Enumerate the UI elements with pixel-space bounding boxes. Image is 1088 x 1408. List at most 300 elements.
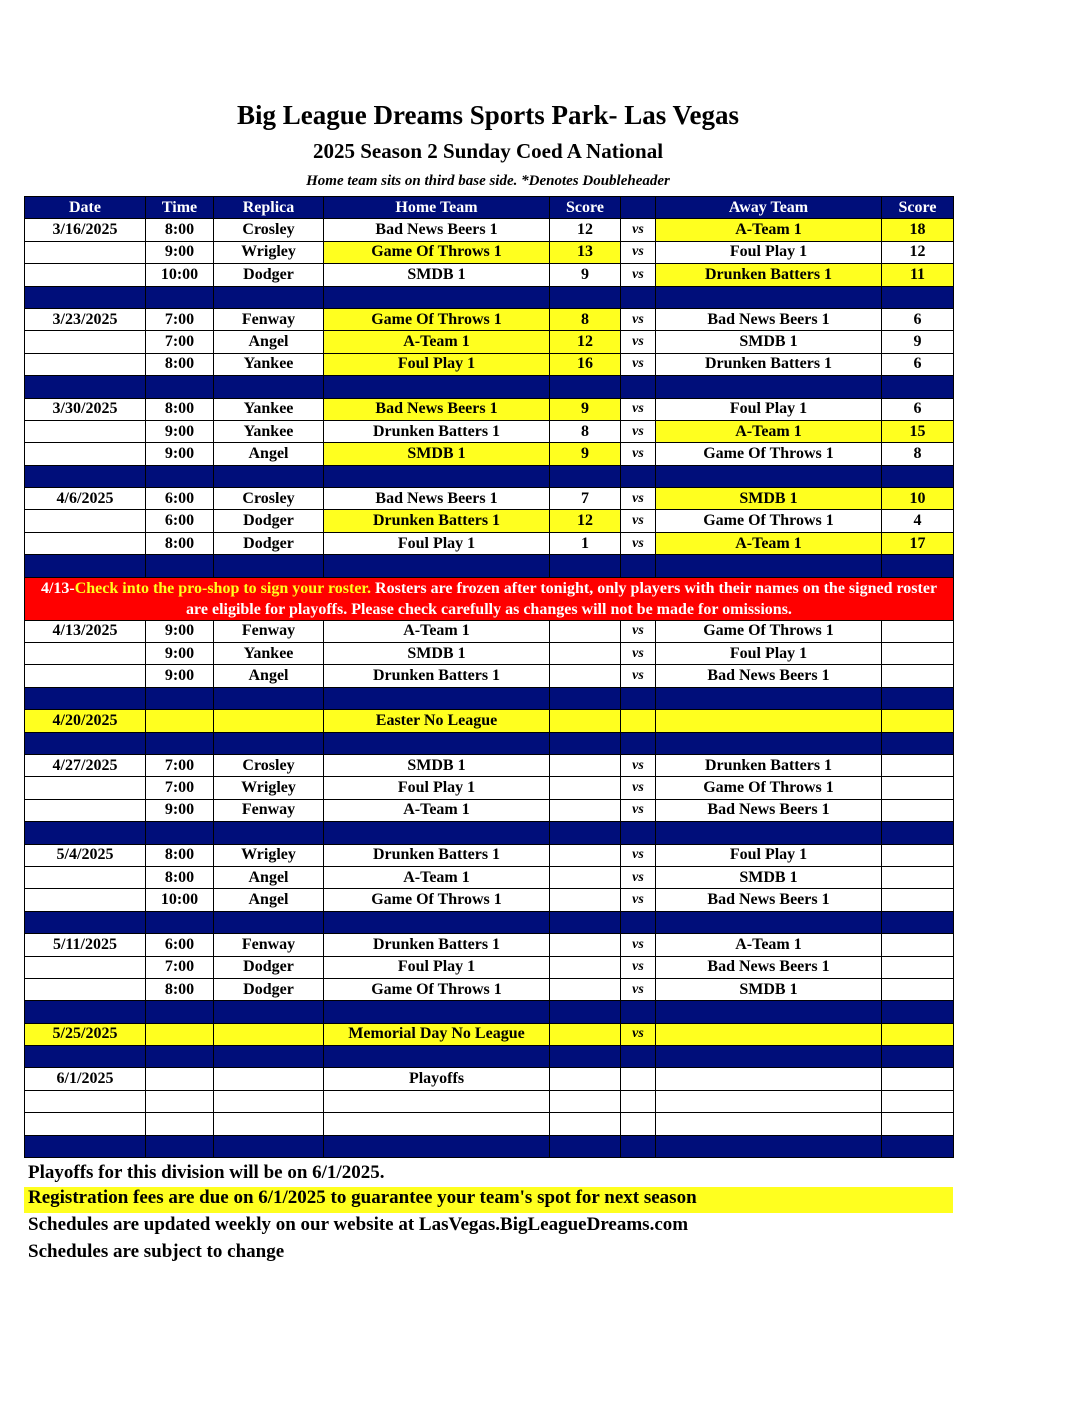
separator-cell: [25, 822, 146, 844]
cell-date: [25, 1113, 146, 1135]
cell-date: [25, 777, 146, 799]
cell-replica: Yankee: [214, 420, 324, 442]
cell-away-team: Foul Play 1: [656, 844, 882, 866]
cell-vs: vs: [621, 866, 656, 888]
cell-home-team: Bad News Beers 1: [324, 398, 550, 420]
cell-home-score: [550, 889, 621, 911]
separator-cell: [146, 911, 214, 933]
game-row: [25, 1113, 954, 1135]
cell-time: 8:00: [146, 353, 214, 375]
cell-date: [25, 331, 146, 353]
cell-time: 9:00: [146, 241, 214, 263]
cell-date: [25, 420, 146, 442]
cell-replica: Fenway: [214, 308, 324, 330]
cell-vs: vs: [621, 308, 656, 330]
cell-vs: vs: [621, 241, 656, 263]
separator-cell: [214, 687, 324, 709]
cell-date: [25, 443, 146, 465]
game-row: [25, 620, 954, 642]
separator-cell: [146, 555, 214, 577]
cell-home-score: 9: [550, 398, 621, 420]
cell-home-team: SMDB 1: [324, 443, 550, 465]
cell-vs: vs: [621, 934, 656, 956]
separator-cell: [621, 732, 656, 754]
notice-text: Rosters are frozen after tonight, only players with their names on the signed roster are eligible for playoffs. Please check carefully as changes will not be made for omissions.: [186, 579, 938, 618]
cell-date: [25, 889, 146, 911]
cell-time: 8:00: [146, 844, 214, 866]
separator-cell: [324, 1001, 550, 1023]
separator-cell: [882, 822, 954, 844]
game-row: [25, 219, 954, 241]
cell-home-team: Playoffs: [324, 1068, 550, 1090]
col-header-home-team: Home Team: [324, 197, 550, 219]
separator-cell: [214, 911, 324, 933]
cell-home-score: [550, 866, 621, 888]
separator-cell: [621, 555, 656, 577]
cell-home-score: 12: [550, 331, 621, 353]
separator-cell: [550, 732, 621, 754]
cell-vs: vs: [621, 777, 656, 799]
cell-home-team: Foul Play 1: [324, 956, 550, 978]
separator-row: [25, 911, 954, 933]
cell-away-score: 17: [882, 532, 954, 554]
cell-away-score: [882, 665, 954, 687]
separator-row: [25, 822, 954, 844]
game-row: [25, 799, 954, 821]
cell-time: 7:00: [146, 308, 214, 330]
separator-cell: [324, 822, 550, 844]
cell-vs: vs: [621, 844, 656, 866]
cell-time: [146, 1113, 214, 1135]
game-row: [25, 488, 954, 510]
cell-replica: Angel: [214, 889, 324, 911]
separator-cell: [324, 555, 550, 577]
cell-date: [25, 353, 146, 375]
cell-time: 6:00: [146, 510, 214, 532]
cell-home-team: SMDB 1: [324, 643, 550, 665]
cell-home-score: [550, 665, 621, 687]
cell-replica: Dodger: [214, 532, 324, 554]
col-header-away-team: Away Team: [656, 197, 882, 219]
separator-cell: [550, 376, 621, 398]
separator-cell: [25, 1046, 146, 1068]
cell-vs: vs: [621, 488, 656, 510]
separator-cell: [656, 911, 882, 933]
col-header-away-score: Score: [882, 197, 954, 219]
cell-home-score: 12: [550, 219, 621, 241]
cell-away-team: SMDB 1: [656, 488, 882, 510]
separator-cell: [882, 465, 954, 487]
cell-replica: Angel: [214, 866, 324, 888]
cell-home-score: 12: [550, 510, 621, 532]
cell-away-team: SMDB 1: [656, 978, 882, 1000]
separator-row: [25, 687, 954, 709]
separator-cell: [214, 1001, 324, 1023]
cell-away-team: [656, 1113, 882, 1135]
cell-vs: vs: [621, 754, 656, 776]
cell-replica: Angel: [214, 331, 324, 353]
cell-home-team: Bad News Beers 1: [324, 219, 550, 241]
separator-cell: [214, 732, 324, 754]
cell-away-team: A-Team 1: [656, 420, 882, 442]
cell-away-team: [656, 710, 882, 732]
cell-date: [25, 264, 146, 286]
cell-date: [25, 532, 146, 554]
cell-vs: vs: [621, 219, 656, 241]
col-header-date: Date: [25, 197, 146, 219]
cell-vs: vs: [621, 331, 656, 353]
game-row: [25, 264, 954, 286]
col-header-home-score: Score: [550, 197, 621, 219]
cell-replica: [214, 710, 324, 732]
separator-cell: [882, 555, 954, 577]
cell-home-score: 13: [550, 241, 621, 263]
cell-time: 9:00: [146, 665, 214, 687]
cell-away-team: Drunken Batters 1: [656, 264, 882, 286]
cell-home-team: Game Of Throws 1: [324, 241, 550, 263]
separator-cell: [214, 555, 324, 577]
cell-home-score: [550, 934, 621, 956]
game-row: [25, 754, 954, 776]
cell-date: 5/11/2025: [25, 934, 146, 956]
cell-home-score: [550, 956, 621, 978]
playoffs-note: Playoffs for this division will be on 6/1/2025.: [28, 1162, 385, 1183]
cell-away-team: Bad News Beers 1: [656, 665, 882, 687]
cell-replica: Dodger: [214, 956, 324, 978]
cell-away-score: 11: [882, 264, 954, 286]
cell-replica: [214, 1068, 324, 1090]
cell-date: [25, 978, 146, 1000]
cell-time: 9:00: [146, 420, 214, 442]
separator-cell: [25, 732, 146, 754]
separator-cell: [882, 911, 954, 933]
cell-away-team: Game Of Throws 1: [656, 620, 882, 642]
cell-home-team: Game Of Throws 1: [324, 308, 550, 330]
cell-away-team: [656, 1023, 882, 1045]
cell-replica: Dodger: [214, 510, 324, 532]
cell-date: 4/13/2025: [25, 620, 146, 642]
roster-notice: [25, 577, 954, 620]
cell-vs: [621, 710, 656, 732]
separator-cell: [882, 687, 954, 709]
cell-replica: Fenway: [214, 934, 324, 956]
cell-date: 4/27/2025: [25, 754, 146, 776]
cell-date: [25, 510, 146, 532]
cell-time: 8:00: [146, 866, 214, 888]
cell-away-team: [656, 1068, 882, 1090]
separator-cell: [621, 286, 656, 308]
cell-home-score: 9: [550, 443, 621, 465]
cell-vs: vs: [621, 665, 656, 687]
col-header-time: Time: [146, 197, 214, 219]
separator-cell: [550, 1046, 621, 1068]
cell-replica: Fenway: [214, 620, 324, 642]
cell-replica: [214, 1113, 324, 1135]
cell-vs: vs: [621, 443, 656, 465]
cell-replica: [214, 1023, 324, 1045]
separator-cell: [550, 687, 621, 709]
cell-replica: Dodger: [214, 264, 324, 286]
page-title: Big League Dreams Sports Park- Las Vegas: [236, 100, 740, 130]
cell-away-team: A-Team 1: [656, 934, 882, 956]
cell-away-team: Game Of Throws 1: [656, 443, 882, 465]
separator-cell: [621, 465, 656, 487]
separator-cell: [25, 1135, 146, 1157]
cell-replica: Yankee: [214, 398, 324, 420]
cell-vs: [621, 1113, 656, 1135]
cell-date: 3/30/2025: [25, 398, 146, 420]
cell-home-score: [550, 643, 621, 665]
cell-away-team: SMDB 1: [656, 866, 882, 888]
separator-cell: [621, 911, 656, 933]
cell-away-score: [882, 620, 954, 642]
cell-replica: Wrigley: [214, 777, 324, 799]
cell-away-team: Foul Play 1: [656, 241, 882, 263]
separator-cell: [25, 555, 146, 577]
separator-cell: [550, 286, 621, 308]
no-league-row: [25, 710, 954, 732]
cell-home-team: Drunken Batters 1: [324, 665, 550, 687]
cell-vs: vs: [621, 956, 656, 978]
separator-cell: [882, 732, 954, 754]
cell-vs: vs: [621, 978, 656, 1000]
cell-away-score: [882, 799, 954, 821]
cell-date: 6/1/2025: [25, 1068, 146, 1090]
cell-time: [146, 1023, 214, 1045]
cell-vs: vs: [621, 532, 656, 554]
cell-date: [25, 665, 146, 687]
cell-time: 7:00: [146, 956, 214, 978]
separator-cell: [656, 1135, 882, 1157]
cell-vs: vs: [621, 264, 656, 286]
roster-notice-row: [25, 577, 954, 620]
game-row: [25, 934, 954, 956]
cell-time: 6:00: [146, 488, 214, 510]
cell-away-score: [882, 1090, 954, 1112]
cell-away-score: [882, 777, 954, 799]
col-header-vs: [621, 197, 656, 219]
cell-away-team: Game Of Throws 1: [656, 777, 882, 799]
cell-home-score: 7: [550, 488, 621, 510]
cell-away-score: 10: [882, 488, 954, 510]
cell-time: 8:00: [146, 398, 214, 420]
separator-cell: [550, 1135, 621, 1157]
separator-cell: [882, 1046, 954, 1068]
separator-cell: [214, 1135, 324, 1157]
cell-home-team: A-Team 1: [324, 331, 550, 353]
cell-home-score: 9: [550, 264, 621, 286]
separator-cell: [324, 687, 550, 709]
cell-time: 9:00: [146, 643, 214, 665]
cell-vs: vs: [621, 1023, 656, 1045]
cell-time: [146, 710, 214, 732]
separator-cell: [550, 1001, 621, 1023]
separator-cell: [214, 1046, 324, 1068]
game-row: [25, 978, 954, 1000]
game-row: [25, 353, 954, 375]
cell-date: [25, 1090, 146, 1112]
cell-replica: Yankee: [214, 353, 324, 375]
cell-home-score: [550, 710, 621, 732]
game-row: [25, 844, 954, 866]
cell-home-team: Foul Play 1: [324, 777, 550, 799]
separator-cell: [324, 465, 550, 487]
cell-date: [25, 956, 146, 978]
cell-replica: Crosley: [214, 488, 324, 510]
cell-away-score: [882, 754, 954, 776]
cell-home-team: Easter No League: [324, 710, 550, 732]
schedule-table: [24, 196, 954, 1158]
separator-cell: [550, 822, 621, 844]
game-row: [25, 308, 954, 330]
cell-away-score: [882, 710, 954, 732]
separator-cell: [146, 732, 214, 754]
separator-cell: [324, 286, 550, 308]
separator-cell: [882, 286, 954, 308]
cell-home-score: [550, 1068, 621, 1090]
cell-away-team: [656, 1090, 882, 1112]
cell-date: [25, 241, 146, 263]
cell-home-team: Foul Play 1: [324, 353, 550, 375]
separator-cell: [550, 911, 621, 933]
cell-replica: Angel: [214, 665, 324, 687]
separator-cell: [621, 822, 656, 844]
cell-time: 7:00: [146, 754, 214, 776]
cell-date: 4/20/2025: [25, 710, 146, 732]
separator-row: [25, 1001, 954, 1023]
cell-home-team: Drunken Batters 1: [324, 420, 550, 442]
page-subtitle: 2025 Season 2 Sunday Coed A National: [312, 139, 664, 163]
cell-away-team: Bad News Beers 1: [656, 889, 882, 911]
game-row: [25, 1068, 954, 1090]
cell-away-score: [882, 1113, 954, 1135]
cell-away-score: [882, 1068, 954, 1090]
website-note: Schedules are updated weekly on our website at LasVegas.BigLeagueDreams.com: [28, 1214, 689, 1235]
no-league-row: [25, 1023, 954, 1045]
change-note: Schedules are subject to change: [28, 1241, 285, 1262]
cell-replica: Dodger: [214, 978, 324, 1000]
col-header-replica: Replica: [214, 197, 324, 219]
cell-away-score: [882, 934, 954, 956]
cell-away-score: 6: [882, 398, 954, 420]
cell-date: 3/16/2025: [25, 219, 146, 241]
cell-away-team: Foul Play 1: [656, 398, 882, 420]
separator-cell: [621, 1001, 656, 1023]
cell-away-score: [882, 844, 954, 866]
separator-cell: [214, 822, 324, 844]
separator-cell: [146, 687, 214, 709]
registration-note: Registration fees are due on 6/1/2025 to guarantee your team's spot for next season: [24, 1187, 953, 1213]
cell-away-score: 4: [882, 510, 954, 532]
cell-away-score: 6: [882, 308, 954, 330]
cell-vs: [621, 1090, 656, 1112]
game-row: [25, 420, 954, 442]
separator-cell: [146, 822, 214, 844]
cell-home-score: [550, 754, 621, 776]
separator-cell: [146, 1046, 214, 1068]
game-row: [25, 532, 954, 554]
separator-cell: [621, 687, 656, 709]
cell-time: 9:00: [146, 620, 214, 642]
separator-cell: [656, 822, 882, 844]
cell-home-score: [550, 799, 621, 821]
separator-cell: [25, 911, 146, 933]
separator-row: [25, 555, 954, 577]
game-row: [25, 241, 954, 263]
cell-home-team: Game Of Throws 1: [324, 978, 550, 1000]
separator-cell: [324, 1135, 550, 1157]
separator-cell: [25, 286, 146, 308]
cell-away-team: Bad News Beers 1: [656, 308, 882, 330]
table-header-row: [25, 197, 954, 219]
cell-vs: vs: [621, 398, 656, 420]
game-row: [25, 777, 954, 799]
separator-cell: [214, 286, 324, 308]
separator-row: [25, 286, 954, 308]
cell-time: 10:00: [146, 889, 214, 911]
cell-home-team: A-Team 1: [324, 620, 550, 642]
separator-cell: [324, 376, 550, 398]
separator-cell: [25, 465, 146, 487]
cell-time: 10:00: [146, 264, 214, 286]
cell-home-team: Memorial Day No League: [324, 1023, 550, 1045]
cell-home-team: Game Of Throws 1: [324, 889, 550, 911]
separator-cell: [146, 376, 214, 398]
cell-home-score: 16: [550, 353, 621, 375]
cell-home-team: A-Team 1: [324, 799, 550, 821]
schedule-note: Home team sits on third base side. *Denotes Doubleheader: [306, 173, 670, 189]
separator-cell: [656, 1046, 882, 1068]
cell-home-score: [550, 1090, 621, 1112]
cell-date: [25, 643, 146, 665]
separator-cell: [324, 732, 550, 754]
separator-cell: [656, 732, 882, 754]
cell-home-team: Foul Play 1: [324, 532, 550, 554]
separator-cell: [550, 555, 621, 577]
cell-away-team: Bad News Beers 1: [656, 799, 882, 821]
separator-cell: [324, 911, 550, 933]
cell-replica: [214, 1090, 324, 1112]
cell-replica: Fenway: [214, 799, 324, 821]
game-row: [25, 510, 954, 532]
cell-away-score: 9: [882, 331, 954, 353]
cell-vs: vs: [621, 510, 656, 532]
separator-cell: [25, 687, 146, 709]
game-row: [25, 443, 954, 465]
cell-replica: Crosley: [214, 219, 324, 241]
cell-away-score: 15: [882, 420, 954, 442]
cell-home-score: [550, 1113, 621, 1135]
cell-vs: vs: [621, 799, 656, 821]
cell-away-score: 6: [882, 353, 954, 375]
game-row: [25, 643, 954, 665]
cell-home-team: SMDB 1: [324, 264, 550, 286]
cell-away-team: Bad News Beers 1: [656, 956, 882, 978]
cell-away-team: Drunken Batters 1: [656, 754, 882, 776]
separator-row: [25, 732, 954, 754]
cell-date: [25, 866, 146, 888]
notice-prefix: 4/13-: [40, 579, 75, 597]
separator-cell: [25, 1001, 146, 1023]
cell-date: 3/23/2025: [25, 308, 146, 330]
separator-cell: [621, 1046, 656, 1068]
game-row: [25, 398, 954, 420]
cell-home-score: [550, 844, 621, 866]
cell-away-team: A-Team 1: [656, 219, 882, 241]
cell-date: 4/6/2025: [25, 488, 146, 510]
cell-time: 7:00: [146, 777, 214, 799]
cell-away-score: 12: [882, 241, 954, 263]
